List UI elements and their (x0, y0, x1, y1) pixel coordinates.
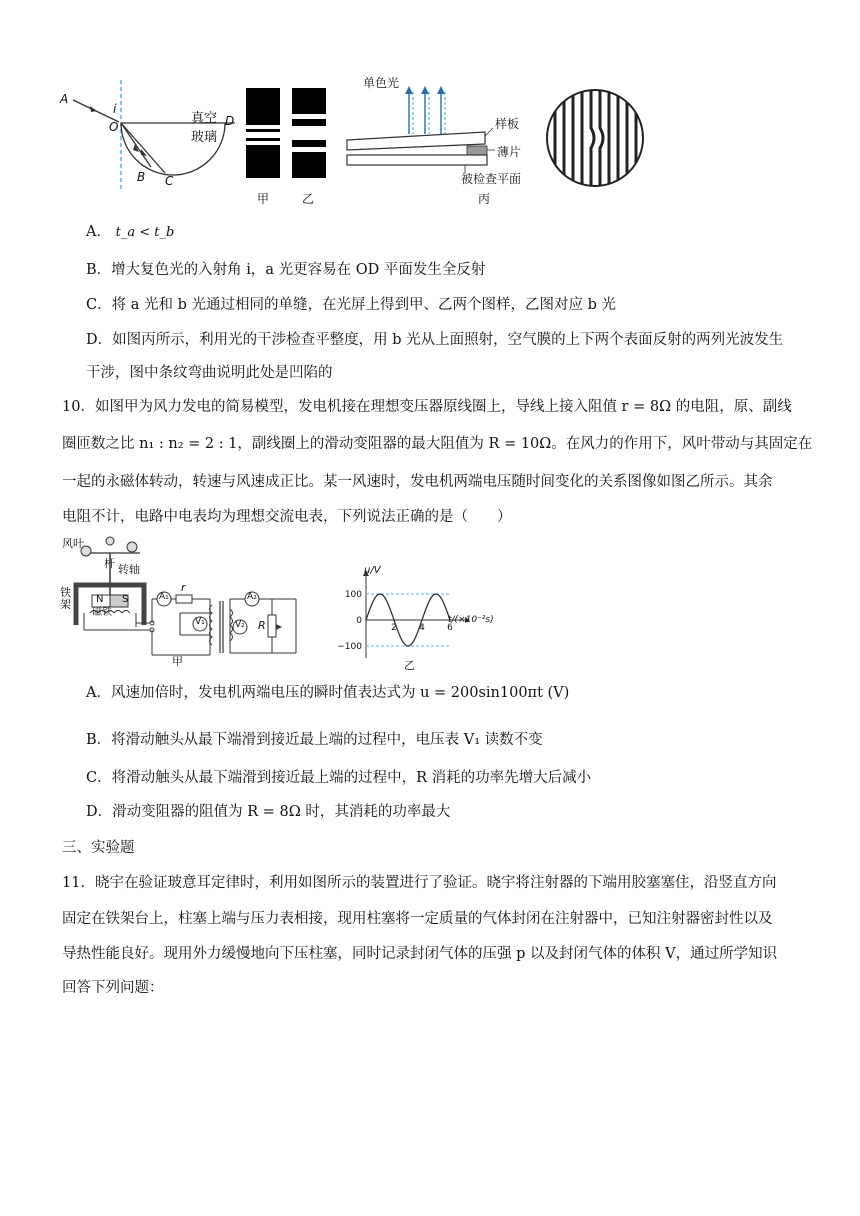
q11-text-line1: 11．晓宇在验证玻意耳定律时，利用如图所示的装置进行了验证。晓宇将注射器的下端用胶塞塞住，沿竖直方向 (62, 875, 777, 891)
q10-option-c: C．将滑动触头从最下端滑到接近最上端的过程中，R 消耗的功率先增大后减小 (86, 770, 592, 786)
label-inspected-plane: 被检查平面 (461, 172, 522, 186)
voltage-data-point (421, 619, 423, 621)
label-mono-light: 单色光 (363, 76, 400, 90)
q9-option-d-line1: D．如图丙所示，利用光的干涉检查平整度，用 b 光从上面照射，空气膜的上下两个表面反射的两列光波发生 (86, 332, 784, 348)
y-tick-label: −100 (337, 642, 362, 652)
voltage-data-point (407, 645, 409, 647)
voltage-data-point (365, 619, 367, 621)
caption-graph-yi: 乙 (404, 659, 415, 672)
voltage-data-point (435, 593, 437, 595)
caption-yi: 乙 (302, 192, 315, 206)
y-tick-label: 100 (344, 590, 362, 600)
q11-text-line4: 回答下列问题： (62, 980, 164, 996)
caption-circuit-jia: 甲 (172, 655, 183, 668)
label-S: S (122, 594, 129, 605)
figure-voltage-graph (330, 565, 500, 675)
q10-option-b: B．将滑动触头从最下端滑到接近最上端的过程中，电压表 V₁ 读数不变 (86, 732, 543, 748)
voltage-data-point (393, 619, 395, 621)
label-vacuum: 真空 (191, 111, 218, 126)
label-V2: V₂ (235, 620, 245, 630)
q9-option-a-expr: t_a < t_b (115, 225, 175, 240)
figure-fringes (545, 88, 645, 188)
q10-option-d: D．滑动变阻器的阻值为 R = 8Ω 时，其消耗的功率最大 (86, 804, 451, 820)
q9-option-d-line2: 干涉，图中条纹弯曲说明此处是凹陷的 (86, 365, 333, 381)
interference-diagram (345, 70, 535, 210)
label-tiejia: 铁架 (60, 586, 71, 611)
figure-pattern-jia (246, 88, 280, 178)
label-A2: A₂ (247, 592, 257, 602)
q11-text-line3: 导热性能良好。现用外力缓慢地向下压柱塞，同时记录封闭气体的压强 p 以及封闭气体的体积 V，通过所学知识 (62, 946, 778, 962)
label-gan: 杆 (104, 557, 115, 570)
label-B: B (137, 170, 146, 184)
q10-text-line4: 电阻不计，电路中电表均为理想交流电表，下列说法正确的是（ ） (62, 509, 512, 525)
label-sample-plate: 样板 (495, 117, 520, 131)
label-D: D (225, 114, 235, 128)
q9-option-b: B．增大复色光的入射角 i，a 光更容易在 OD 平面发生全反射 (86, 262, 486, 278)
q10-text-line2: 圈匝数之比 n₁ : n₂ = 2 : 1，副线圈上的滑动变阻器的最大阻值为 R = 10Ω。在风力的作用下，风叶带动与其固定在 (62, 436, 813, 452)
q10-text-line1: 10．如图甲为风力发电的简易模型，发电机接在理想变压器原线圈上，导线上接入阻值 r = 8Ω 的电阻，原、副线 (62, 399, 792, 415)
label-fengye: 风叶 (62, 537, 84, 550)
fringe-circle (545, 88, 645, 188)
figure-interference (345, 70, 535, 210)
x-tick-label: 2 (391, 623, 397, 633)
chart-ylabel: u/V (364, 565, 381, 576)
label-r: r (181, 581, 186, 594)
q10-option-a: A．风速加倍时，发电机两端电压的瞬时值表达式为 u = 200sin100πt (V) (86, 685, 570, 701)
q10-text-line3: 一起的永磁体转动，转速与风速成正比。某一风速时，发电机两端电压随时间变化的关系图像如图乙所示。其余 (62, 474, 773, 490)
label-A: A (60, 92, 69, 106)
label-O: O (109, 120, 119, 134)
caption-jia: 甲 (257, 192, 270, 206)
x-tick-label: 4 (419, 623, 425, 633)
voltage-data-point (379, 593, 381, 595)
figure-pattern-yi (292, 88, 326, 178)
label-N: N (96, 594, 104, 605)
figure-generator-circuit (60, 535, 300, 670)
caption-bing: 丙 (478, 192, 491, 206)
chart-xlabel: t/(×10⁻²s) (448, 615, 494, 625)
figure-refraction (55, 80, 245, 195)
q9-option-c: C．将 a 光和 b 光通过相同的单缝，在光屏上得到甲、乙两个图样，乙图对应 b 光 (86, 297, 616, 313)
q11-text-line2: 固定在铁架台上，柱塞上端与压力表相接，现用柱塞将一定质量的气体封闭在注射器中，已知注射器密封性以及 (62, 911, 773, 927)
label-zhuanzhou: 转轴 (118, 563, 140, 576)
label-V1: V₁ (195, 617, 205, 627)
label-C: C (165, 174, 174, 188)
y-tick-label: 0 (356, 616, 362, 626)
section-title-experiment: 三、实验题 (62, 840, 135, 856)
q9-option-a: A． t_a < t_b (86, 224, 175, 240)
x-tick-label: 6 (447, 623, 453, 633)
label-A1: A₁ (159, 592, 169, 602)
label-thin-sheet: 薄片 (497, 145, 522, 159)
label-glass: 玻璃 (191, 130, 218, 145)
label-citie: 磁铁 (92, 607, 112, 618)
label-R: R (258, 619, 266, 632)
label-i: i (113, 102, 117, 116)
